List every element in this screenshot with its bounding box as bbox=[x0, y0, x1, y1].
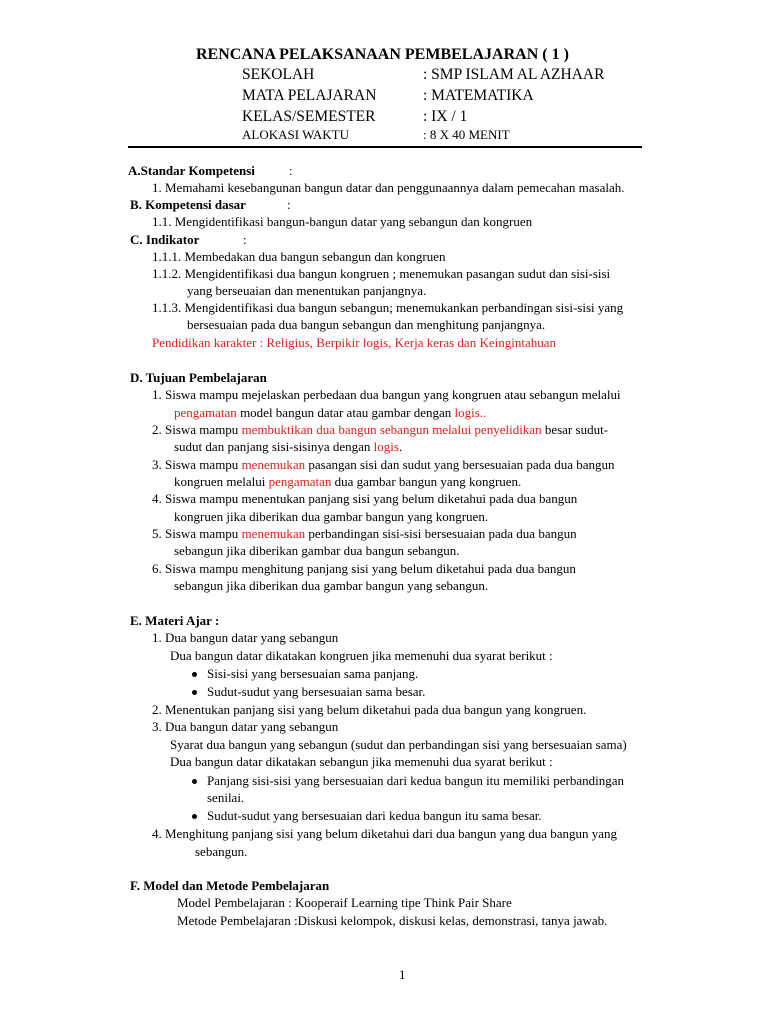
objective-item: 3. Siswa mampu menemukan pasangan sisi dan sudut yang bersesuaian pada dua bangun bbox=[152, 457, 615, 472]
subject-label: MATA PELAJARAN bbox=[242, 87, 377, 104]
section-e-heading: E. Materi Ajar : bbox=[130, 613, 220, 628]
school-label: SEKOLAH bbox=[242, 66, 315, 83]
material-bullet: Sudut-sudut yang bersesuaian dari kedua bangun itu sama besar. bbox=[192, 807, 542, 824]
material-bullet-cont: senilai. bbox=[207, 790, 245, 805]
time-label: ALOKASI WAKTU bbox=[242, 127, 350, 142]
section-a-heading: A.Standar Kompetensi bbox=[128, 163, 255, 178]
material-bullet: Sudut-sudut yang bersesuaian sama besar. bbox=[192, 683, 425, 700]
bullet-icon bbox=[192, 779, 197, 784]
page-title: RENCANA PELAKSANAAN PEMBELAJARAN ( 1 ) bbox=[196, 46, 569, 63]
indicator-item: 1.1.3. Mengidentifikasi dua bangun sebangun; menemukankan perbandingan sisi-sisi yang bbox=[152, 300, 624, 315]
section-c-colon: : bbox=[243, 232, 247, 247]
material-bullet: Sisi-sisi yang bersesuaian sama panjang. bbox=[192, 665, 418, 682]
subject-value: : MATEMATIKA bbox=[423, 87, 534, 104]
class-label: KELAS/SEMESTER bbox=[242, 108, 376, 125]
objective-item: 6. Siswa mampu menghitung panjang sisi yang belum diketahui pada dua bangun bbox=[152, 561, 576, 576]
material-text: Dua bangun datar dikatakan sebangun jika memenuhi dua syarat berikut : bbox=[170, 754, 553, 769]
section-b-heading: B. Kompetensi dasar bbox=[130, 197, 246, 212]
bullet-icon bbox=[192, 690, 197, 695]
time-value: : 8 X 40 MENIT bbox=[423, 127, 510, 142]
objective-item-cont: pengamatan model bangun datar atau gambar dengan logis.. bbox=[174, 405, 487, 420]
section-a-colon: : bbox=[289, 163, 293, 178]
character-education: Pendidikan karakter : Religius, Berpikir logis, Kerja keras dan Keingintahuan bbox=[152, 335, 556, 350]
bullet-icon bbox=[192, 814, 197, 819]
material-item: 1. Dua bangun datar yang sebangun bbox=[152, 630, 339, 645]
school-value: : SMP ISLAM AL AZHAAR bbox=[423, 66, 605, 83]
objective-item: 4. Siswa mampu menentukan panjang sisi yang belum diketahui pada dua bangun bbox=[152, 491, 578, 506]
objective-item-cont: sudut dan panjang sisi-sisinya dengan logis. bbox=[174, 439, 403, 454]
section-f-heading: F. Model dan Metode Pembelajaran bbox=[130, 878, 330, 893]
objective-item: 1. Siswa mampu mejelaskan perbedaan dua bangun yang kongruen atau sebangun melalui bbox=[152, 387, 621, 402]
section-d-heading: D. Tujuan Pembelajaran bbox=[130, 370, 267, 385]
material-item: 3. Dua bangun datar yang sebangun bbox=[152, 719, 339, 734]
section-b-item: 1.1. Mengidentifikasi bangun-bangun datar yang sebangun dan kongruen bbox=[152, 214, 533, 229]
indicator-item-cont: bersesuaian pada dua bangun sebangun dan menghitung panjangnya. bbox=[187, 317, 546, 332]
material-item: 4. Menghitung panjang sisi yang belum diketahui dari dua bangun yang dua bangun yang bbox=[152, 826, 618, 841]
class-value: : IX / 1 bbox=[423, 108, 468, 125]
method-line: Metode Pembelajaran :Diskusi kelompok, diskusi kelas, demonstrasi, tanya jawab. bbox=[177, 913, 608, 928]
page-number: 1 bbox=[399, 967, 406, 982]
indicator-item-cont: yang berseuaian dan menentukan panjangnya. bbox=[187, 283, 427, 298]
objective-item: 5. Siswa mampu menemukan perbandingan sisi-sisi bersesuaian pada dua bangun bbox=[152, 526, 577, 541]
section-a-item: 1. Memahami kesebangunan bangun datar dan penggunaannya dalam pemecahan masalah. bbox=[152, 180, 625, 195]
material-text: Syarat dua bangun yang sebangun (sudut dan perbandingan sisi yang bersesuaian sama) bbox=[170, 737, 627, 752]
bullet-icon bbox=[192, 672, 197, 677]
indicator-item: 1.1.2. Mengidentifikasi dua bangun kongruen ; menemukan pasangan sudut dan sisi-sisi bbox=[152, 266, 611, 281]
header-divider bbox=[128, 146, 642, 148]
material-text: Dua bangun datar dikatakan kongruen jika memenuhi dua syarat berikut : bbox=[170, 648, 553, 663]
model-line: Model Pembelajaran : Kooperaif Learning tipe Think Pair Share bbox=[177, 895, 512, 910]
section-c-heading: C. Indikator bbox=[130, 232, 200, 247]
section-b-colon: : bbox=[287, 197, 291, 212]
indicator-item: 1.1.1. Membedakan dua bangun sebangun dan kongruen bbox=[152, 249, 446, 264]
objective-item-cont: sebangun jika diberikan gambar dua bangun sebangun. bbox=[174, 543, 460, 558]
objective-item-cont: kongruen melalui pengamatan dua gambar bangun yang kongruen. bbox=[174, 474, 522, 489]
objective-item-cont: kongruen jika diberikan dua gambar bangun yang kongruen. bbox=[174, 509, 489, 524]
material-item-cont: sebangun. bbox=[195, 844, 248, 859]
objective-item-cont: sebangun jika diberikan dua gambar bangun yang sebangun. bbox=[174, 578, 489, 593]
material-item: 2. Menentukan panjang sisi yang belum diketahui pada dua bangun yang kongruen. bbox=[152, 702, 587, 717]
objective-item: 2. Siswa mampu membuktikan dua bangun sebangun melalui penyelidikan besar sudut- bbox=[152, 422, 609, 437]
material-bullet: Panjang sisi-sisi yang bersesuaian dari kedua bangun itu memiliki perbandingan bbox=[192, 772, 624, 789]
